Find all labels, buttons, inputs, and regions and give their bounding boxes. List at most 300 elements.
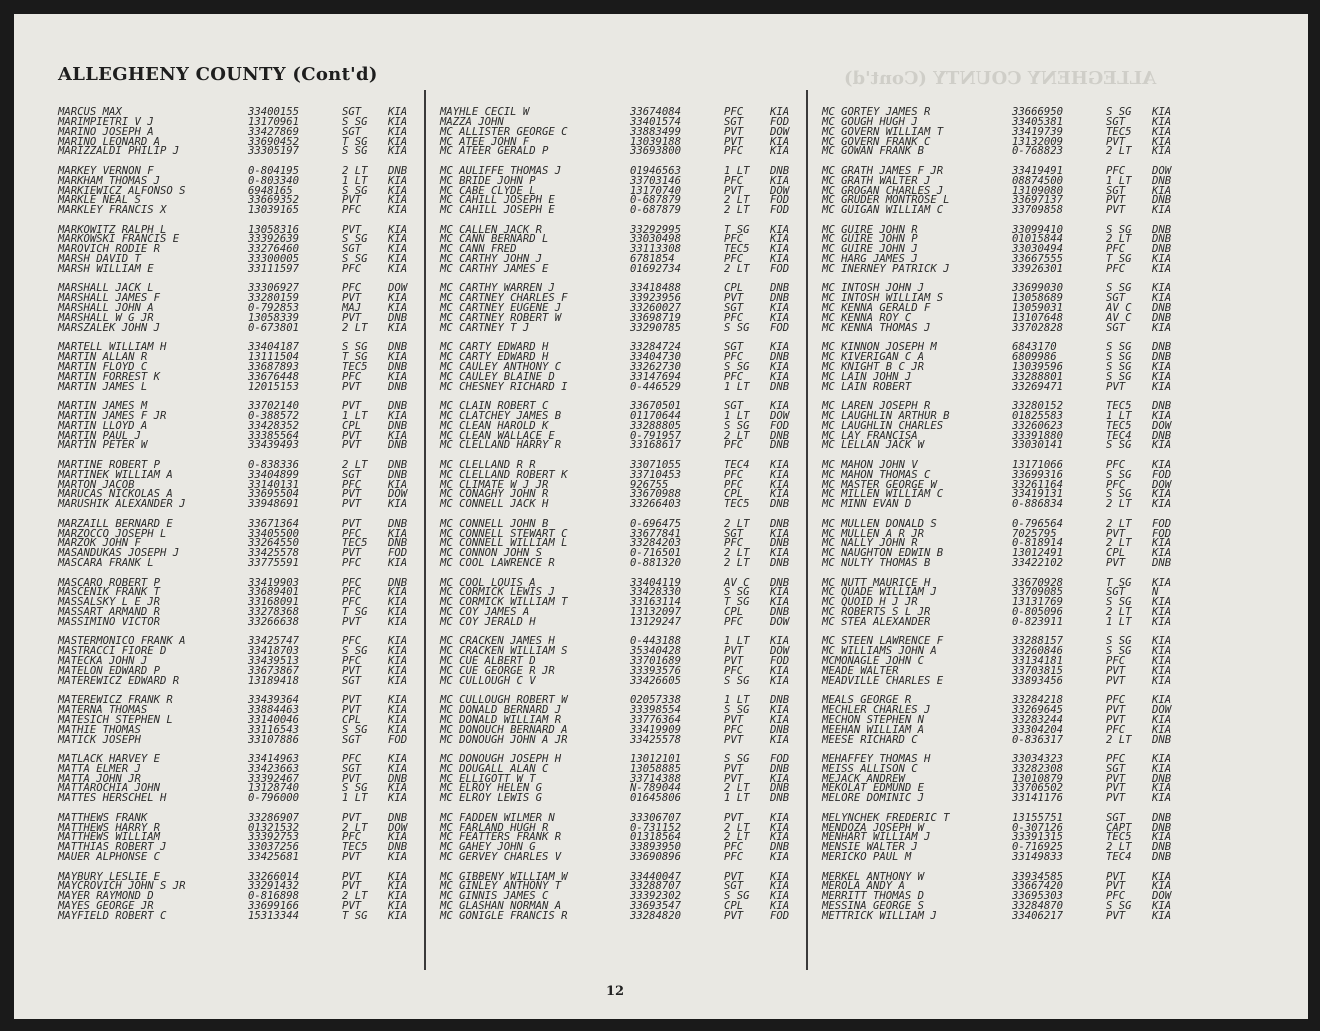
entry-name: MASSALSKY L E JR — [58, 596, 161, 609]
entry-rank: PVT — [724, 713, 744, 726]
entry-name: MC FEATTERS FRANK R — [440, 831, 562, 844]
entry-name: MC KNIGHT B C JR — [822, 360, 925, 373]
entry-rank: T SG — [724, 223, 750, 236]
entry-name: MEJACK ANDREW — [822, 772, 905, 785]
entry-serial-number: 33687893 — [248, 360, 300, 373]
entry-rank: PVT — [724, 733, 744, 746]
entry-serial-number: 33698719 — [630, 311, 682, 324]
entry-rank: S SG — [724, 321, 750, 334]
entry-serial-number: 33948691 — [248, 498, 300, 511]
entry-rank: SGT — [342, 125, 362, 138]
entry-name: MC MULLEN DONALD S — [822, 517, 937, 530]
entry-serial-number: 0-768823 — [1012, 145, 1064, 158]
entry-rank: TEC4 — [1106, 429, 1132, 442]
entry-rank: SGT — [724, 527, 744, 540]
entry-name: MARKHAM THOMAS J — [58, 174, 161, 187]
entry-rank: SGT — [342, 762, 362, 775]
roster-group — [822, 752, 1190, 805]
entry-rank: PFC — [342, 831, 362, 844]
entry-name: MC CLELLAND R R — [440, 458, 536, 471]
entry-serial-number: 33926301 — [1012, 263, 1064, 275]
entry-rank: T SG — [342, 135, 368, 148]
entry-status: FOD — [770, 204, 790, 217]
entry-name: MENDOZA JOSEPH W — [822, 821, 925, 834]
entry-status: KIA — [1152, 635, 1172, 648]
entry-rank: 2 LT — [1106, 145, 1132, 158]
entry-serial-number: 33670501 — [630, 400, 682, 413]
entry-status: DNB — [770, 723, 790, 736]
entry-serial-number: 33666950 — [1012, 106, 1064, 118]
entry-rank: 1 LT — [724, 380, 750, 393]
entry-rank: 2 LT — [724, 547, 750, 560]
entry-name: MC LAIN ROBERT — [822, 380, 912, 393]
entry-name: MATESICH STEPHEN L — [58, 713, 173, 726]
entry-name: MATERNA THOMAS — [58, 703, 148, 716]
entry-name: MARCUS MAX — [58, 106, 122, 118]
entry-status: KIA — [388, 723, 408, 736]
entry-rank: SGT — [1106, 184, 1126, 197]
entry-status: KIA — [388, 782, 408, 795]
entry-rank: 2 LT — [724, 821, 750, 834]
entry-name: MC DONOUCH BERNARD A — [440, 723, 568, 736]
entry-name: MC AULIFFE THOMAS J — [440, 164, 562, 177]
entry-rank: S SG — [724, 674, 750, 687]
entry-rank: S SG — [1106, 282, 1132, 295]
entry-rank: PFC — [1106, 890, 1126, 903]
entry-rank: PFC — [724, 253, 744, 266]
entry-serial-number: 33893456 — [1012, 674, 1064, 687]
entry-name: MATTHEWS HARRY R — [58, 821, 161, 834]
entry-serial-number: 0-791957 — [630, 429, 682, 442]
entry-status: KIA — [1152, 106, 1172, 118]
entry-rank: PFC — [724, 615, 744, 628]
entry-serial-number: 13132009 — [1012, 135, 1064, 148]
entry-name: MC GUIRE JOHN P — [822, 233, 918, 246]
entry-status: KIA — [770, 360, 790, 373]
roster-entry — [440, 559, 808, 569]
entry-status: KIA — [388, 204, 408, 217]
roster-entry — [58, 909, 426, 922]
entry-name: MC ELLIGOTT W T — [440, 772, 536, 785]
entry-serial-number: 13155751 — [1012, 811, 1064, 824]
entry-serial-number: 33392467 — [248, 772, 300, 785]
entry-rank: 2 LT — [342, 458, 368, 471]
entry-name: MC CORMICK LEWIS J — [440, 586, 555, 599]
entry-rank: SGT — [724, 880, 744, 893]
entry-status: KIA — [1152, 488, 1172, 501]
entry-name: MATELON EDWARD P — [58, 664, 161, 677]
entry-name: MATTHEWS WILLIAM — [58, 831, 161, 844]
entry-status: KIA — [388, 664, 408, 677]
entry-status: DNB — [770, 498, 790, 511]
entry-serial-number: 13128740 — [248, 782, 300, 795]
entry-serial-number: 33163114 — [630, 596, 682, 609]
entry-serial-number: 33406217 — [1012, 909, 1064, 922]
entry-serial-number: 0-446529 — [630, 380, 682, 393]
entry-status: KIA — [388, 655, 408, 667]
entry-name: MERICKO PAUL M — [822, 851, 912, 864]
roster-entry — [440, 853, 808, 863]
entry-name: MECHON STEPHEN N — [822, 713, 925, 726]
entry-serial-number: 33425747 — [248, 635, 300, 648]
bleed-through-title: ALLEGHENY COUNTY (Cont'd) — [844, 68, 1157, 89]
entry-status: KIA — [388, 762, 408, 775]
roster-entry — [440, 147, 808, 157]
entry-serial-number: 33709858 — [1012, 204, 1064, 217]
entry-name: MC CARTNEY CHARLES F — [440, 292, 568, 305]
roster-group — [822, 284, 1190, 333]
entry-name: MC CARTNEY EUGENE J — [440, 302, 562, 315]
entry-status: KIA — [1152, 292, 1172, 305]
entry-status: DNB — [388, 537, 408, 550]
entry-rank: S SG — [724, 586, 750, 599]
entry-rank: MAJ — [342, 302, 362, 315]
roster-group — [58, 164, 426, 217]
entry-serial-number: 33702828 — [1012, 321, 1064, 334]
entry-serial-number: 33695303 — [1012, 890, 1064, 903]
entry-name: MC MAHON THOMAS C — [822, 468, 931, 481]
roster-entry — [440, 500, 808, 510]
entry-status: KIA — [770, 890, 790, 903]
entry-status: KIA — [1152, 537, 1172, 550]
entry-name: MC CONNELL JOHN B — [440, 517, 549, 530]
entry-serial-number: 33392753 — [248, 831, 300, 844]
roster-entry — [58, 265, 426, 275]
entry-serial-number: 33404899 — [248, 468, 300, 481]
entry-name: MARKEY VERNON F — [58, 164, 154, 177]
entry-rank: 2 LT — [1106, 233, 1132, 246]
entry-status: KIA — [1152, 409, 1172, 422]
entry-rank: PVT — [342, 439, 362, 452]
entry-name: MATEREWICZ EDWARD R — [58, 674, 180, 687]
roster-group — [440, 752, 808, 805]
entry-rank: 1 LT — [1106, 409, 1132, 422]
entry-status: FOD — [770, 115, 790, 128]
entry-status: DOW — [770, 645, 790, 658]
entry-rank: PFC — [724, 851, 744, 864]
entry-serial-number: 33883499 — [630, 125, 682, 138]
entry-rank: CPL — [724, 606, 744, 619]
entry-status: DNB — [388, 419, 408, 432]
roster-group — [440, 696, 808, 745]
entry-name: MARKOWITZ RALPH L — [58, 223, 167, 236]
entry-name: MC LAY FRANCISA — [822, 429, 918, 442]
entry-rank: PFC — [342, 282, 362, 295]
entry-status: KIA — [770, 253, 790, 266]
entry-status: KIA — [770, 370, 790, 383]
entry-serial-number: 13012101 — [630, 752, 682, 765]
entry-name: MC MILLEN WILLIAM C — [822, 488, 944, 501]
roster-group — [58, 576, 426, 628]
entry-rank: 1 LT — [1106, 174, 1132, 187]
entry-serial-number: 33134181 — [1012, 655, 1064, 667]
entry-serial-number: 33284820 — [630, 909, 682, 922]
entry-status: DOW — [388, 488, 408, 501]
entry-name: MC CANN FRED — [440, 243, 517, 256]
roster-entry — [58, 441, 426, 451]
entry-name: MC ELROY HELEN G — [440, 782, 543, 795]
entry-status: KIA — [770, 596, 790, 609]
entry-rank: SGT — [1106, 292, 1126, 305]
roster-entry — [822, 794, 1190, 804]
entry-rank: PVT — [724, 811, 744, 824]
roster-entry — [822, 674, 1190, 687]
entry-rank: SGT — [1106, 586, 1126, 599]
entry-rank: S SG — [1106, 341, 1132, 354]
entry-serial-number: 01825583 — [1012, 409, 1064, 422]
entry-name: MC DONOUGH JOHN A JR — [440, 733, 568, 746]
entry-name: MARTELL WILLIAM H — [58, 341, 167, 354]
entry-name: MC CONNELL STEWART C — [440, 527, 568, 540]
entry-serial-number: 13039165 — [248, 204, 300, 217]
entry-rank: 2 LT — [342, 821, 368, 834]
entry-name: MELORE DOMINIC J — [822, 792, 925, 805]
roster-entry — [58, 615, 426, 628]
entry-status: DNB — [770, 537, 790, 550]
entry-name: MC LAUGHLIN CHARLES — [822, 419, 944, 432]
entry-rank: S SG — [1106, 106, 1132, 118]
entry-rank: 1 LT — [342, 174, 368, 187]
entry-rank: PFC — [342, 752, 362, 765]
entry-serial-number: 01645806 — [630, 792, 682, 805]
entry-status: DNB — [770, 439, 790, 452]
entry-serial-number: 33714388 — [630, 772, 682, 785]
entry-serial-number: 33385564 — [248, 429, 300, 442]
entry-status: KIA — [388, 409, 408, 422]
entry-status: KIA — [770, 635, 790, 648]
entry-rank: 2 LT — [1106, 517, 1132, 530]
entry-rank: 1 LT — [1106, 615, 1132, 628]
entry-status: KIA — [770, 174, 790, 187]
entry-rank: T SG — [1106, 253, 1132, 266]
entry-serial-number: 33414963 — [248, 752, 300, 765]
entry-rank: T SG — [342, 351, 368, 364]
entry-serial-number: 33300005 — [248, 253, 300, 266]
entry-status: DNB — [1152, 733, 1172, 746]
entry-serial-number: 33284724 — [630, 341, 682, 354]
entry-rank: 1 LT — [724, 635, 750, 648]
entry-status: DNB — [1152, 351, 1172, 364]
entry-status: KIA — [388, 135, 408, 148]
entry-serial-number: 33690896 — [630, 851, 682, 864]
entry-name: MC GUIRE JOHN R — [822, 223, 918, 236]
entry-rank: PVT — [1106, 135, 1126, 148]
entry-name: MC CANN BERNARD L — [440, 233, 549, 246]
entry-rank: 2 LT — [724, 557, 750, 570]
entry-name: MASCENIK FRANK T — [58, 586, 161, 599]
entry-rank: SGT — [1106, 115, 1126, 128]
entry-serial-number: 13189418 — [248, 674, 300, 687]
entry-name: MAYBURY LESLIE E — [58, 870, 161, 883]
entry-name: MC CLAIN ROBERT C — [440, 400, 549, 413]
entry-serial-number: 33140046 — [248, 713, 300, 726]
entry-serial-number: 33284203 — [630, 537, 682, 550]
entry-rank: PFC — [1106, 655, 1126, 667]
entry-status: DNB — [388, 380, 408, 393]
entry-serial-number: 33260623 — [1012, 419, 1064, 432]
roster-entry — [58, 206, 426, 216]
entry-serial-number: 6809986 — [1012, 351, 1057, 364]
entry-serial-number: 6948165 — [248, 184, 293, 197]
entry-rank: PVT — [342, 488, 362, 501]
entry-status: KIA — [388, 909, 408, 922]
entry-rank: S SG — [724, 419, 750, 432]
entry-name: MASTERMONICO FRANK A — [58, 635, 186, 648]
entry-serial-number: 33286907 — [248, 811, 300, 824]
entry-status: DNB — [770, 164, 790, 177]
entry-name: MENHART WILLIAM J — [822, 831, 931, 844]
entry-rank: PFC — [724, 233, 744, 246]
entry-rank: S SG — [342, 184, 368, 197]
entry-name: MC CABE CLYDE L — [440, 184, 536, 197]
entry-status: KIA — [1152, 253, 1172, 266]
entry-status: KIA — [388, 792, 408, 805]
entry-serial-number: 33670928 — [1012, 576, 1064, 589]
entry-status: KIA — [1152, 674, 1172, 687]
roster-group — [58, 458, 426, 511]
entry-status: DNB — [388, 341, 408, 354]
roster-entry — [58, 559, 426, 569]
entry-name: MASTRACCI FIORE D — [58, 645, 167, 658]
entry-name: MARSHALL JAMES F — [58, 292, 161, 305]
entry-serial-number: 0-881320 — [630, 557, 682, 570]
entry-name: MC GROGAN CHARLES J — [822, 184, 944, 197]
entry-serial-number: 0-803340 — [248, 174, 300, 187]
entry-name: MEISS ALLISON C — [822, 762, 918, 775]
entry-serial-number: 33776364 — [630, 713, 682, 726]
entry-serial-number: 33706502 — [1012, 782, 1064, 795]
entry-status: KIA — [388, 243, 408, 256]
entry-status: KIA — [388, 900, 408, 913]
entry-name: MATEREWICZ FRANK R — [58, 694, 173, 707]
entry-serial-number: 33400155 — [248, 106, 300, 118]
entry-rank: PVT — [1106, 782, 1126, 795]
entry-name: MAYFIELD ROBERT C — [58, 909, 167, 922]
roster-entry — [822, 909, 1190, 922]
entry-status: KIA — [1152, 360, 1172, 373]
entry-name: MC LAUGHLIN ARTHUR B — [822, 409, 950, 422]
entry-serial-number: 33426605 — [630, 674, 682, 687]
entry-rank: PFC — [342, 557, 362, 570]
entry-status: DOW — [388, 821, 408, 834]
entry-status: FOD — [770, 655, 790, 667]
entry-name: MC FADDEN WILMER N — [440, 811, 555, 824]
entry-status: DNB — [1152, 194, 1172, 207]
entry-serial-number: 33262730 — [630, 360, 682, 373]
roster-group — [58, 811, 426, 864]
entry-rank: PVT — [342, 811, 362, 824]
entry-rank: PFC — [1106, 263, 1126, 275]
entry-name: MC GIBBENY WILLIAM W — [440, 870, 568, 883]
entry-name: MARTIN LLOYD A — [58, 419, 148, 432]
entry-name: MAROVICH RODIE R — [58, 243, 161, 256]
entry-serial-number: 0-838336 — [248, 458, 300, 471]
entry-name: MC GUIGAN WILLIAM C — [822, 204, 944, 217]
entry-serial-number: 33037256 — [248, 841, 300, 854]
entry-serial-number: 33393576 — [630, 664, 682, 677]
entry-serial-number: 33425578 — [248, 547, 300, 560]
entry-serial-number: 33695504 — [248, 488, 300, 501]
entry-serial-number: 13039188 — [630, 135, 682, 148]
entry-name: MC GUIRE JOHN J — [822, 243, 918, 256]
entry-status: DNB — [770, 762, 790, 775]
entry-name: MARZOK JOHN F — [58, 537, 141, 550]
entry-rank: TEC5 — [342, 841, 368, 854]
entry-rank: PFC — [724, 537, 744, 550]
roster-entry — [440, 909, 808, 922]
entry-name: MC ALLISTER GEORGE C — [440, 125, 568, 138]
entry-serial-number: 13010879 — [1012, 772, 1064, 785]
entry-name: MC GOWAN FRANK B — [822, 145, 925, 158]
entry-serial-number: 0-818914 — [1012, 537, 1064, 550]
entry-serial-number: 33689401 — [248, 586, 300, 599]
entry-rank: 1 LT — [342, 409, 368, 422]
entry-rank: 2 LT — [724, 429, 750, 442]
entry-serial-number: 01692734 — [630, 263, 682, 275]
entry-rank: PFC — [1106, 458, 1126, 471]
entry-status: DNB — [1152, 772, 1172, 785]
entry-serial-number: 33288805 — [630, 419, 682, 432]
entry-rank: PFC — [724, 351, 744, 364]
entry-rank: PVT — [342, 400, 362, 413]
entry-rank: S SG — [342, 145, 368, 158]
entry-name: MC KENNA THOMAS J — [822, 321, 931, 334]
entry-serial-number: 33264550 — [248, 537, 300, 550]
entry-rank: PVT — [724, 184, 744, 197]
roster-group — [822, 164, 1190, 217]
entry-status: KIA — [388, 694, 408, 707]
entry-rank: PVT — [342, 194, 362, 207]
entry-name: MASCARO ROBERT P — [58, 576, 161, 589]
entry-name: MC CARTHY JOHN J — [440, 253, 543, 266]
entry-rank: TEC5 — [1106, 125, 1132, 138]
entry-serial-number: 33278368 — [248, 606, 300, 619]
entry-serial-number: 33439493 — [248, 439, 300, 452]
entry-name: MC INTOSH JOHN J — [822, 282, 925, 295]
entry-status: KIA — [388, 645, 408, 658]
entry-status: KIA — [388, 851, 408, 864]
entry-status: DNB — [388, 360, 408, 373]
roster-entry — [58, 674, 426, 687]
entry-rank: SGT — [342, 106, 362, 118]
entry-name: MATICK JOSEPH — [58, 733, 141, 746]
entry-status: DNB — [770, 694, 790, 707]
entry-name: MEESE RICHARD C — [822, 733, 918, 746]
entry-name: MC ELROY LEWIS G — [440, 792, 543, 805]
entry-name: MC GRATH JAMES F JR — [822, 164, 944, 177]
entry-rank: PFC — [1106, 243, 1126, 256]
entry-name: MC STEEN LAWRENCE F — [822, 635, 944, 648]
entry-rank: S SG — [342, 645, 368, 658]
entry-name: MASSART ARMAND R — [58, 606, 161, 619]
entry-serial-number: 33676448 — [248, 370, 300, 383]
entry-name: MC CLELLAND ROBERT K — [440, 468, 568, 481]
roster-entry — [58, 500, 426, 510]
entry-name: MELYNCHEK FREDERIC T — [822, 811, 950, 824]
entry-name: MC LELLAN JACK W — [822, 439, 925, 452]
entry-name: MC CONNELL WILLIAM L — [440, 537, 568, 550]
entry-serial-number: 0-696475 — [630, 517, 682, 530]
entry-status: FOD — [770, 194, 790, 207]
entry-status: DNB — [770, 576, 790, 589]
entry-serial-number: 33439513 — [248, 655, 300, 667]
entry-status: KIA — [1152, 439, 1172, 452]
entry-serial-number: 33276460 — [248, 243, 300, 256]
entry-serial-number: 33283244 — [1012, 713, 1064, 726]
entry-status: DNB — [1152, 811, 1172, 824]
entry-rank: PVT — [342, 380, 362, 393]
entry-rank: SGT — [342, 674, 362, 687]
